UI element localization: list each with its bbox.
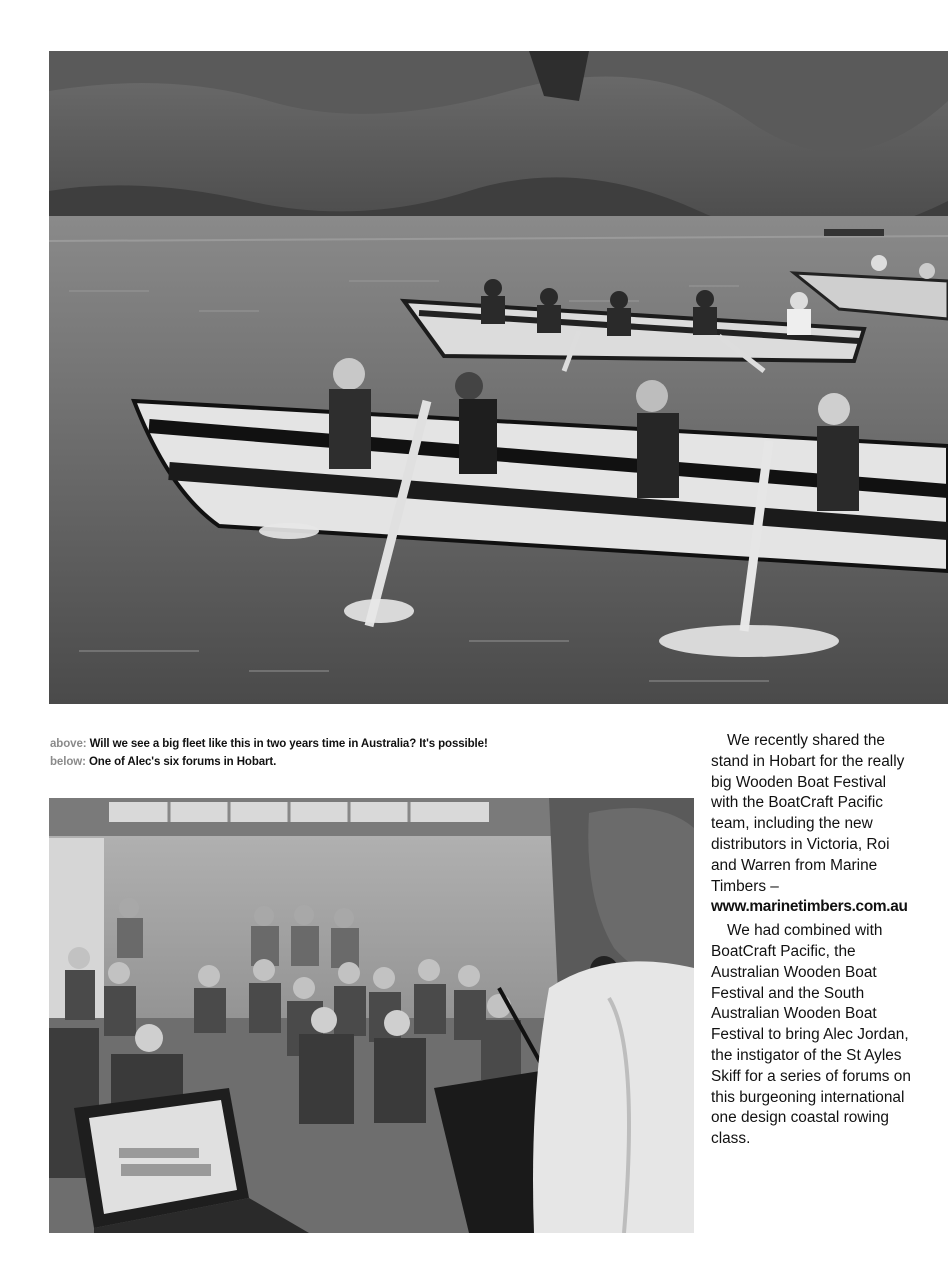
article-paragraph-2: We had combined with BoatCraft Pacific, the Australian Wooden Boat Festival and the South Australian Wooden Boat Festival to bring Alec Jordan, the instigator of the St Ayles Skiff for a series of forums on this burgeoning international one design coastal rowing class. [711, 922, 911, 1148]
article-paragraph-1-text: We recently shared the stand in Hobart for the really big Wooden Boat Festival with the BoatCraft Pacific team, including the new distributors in Victoria, Roi and Warren from Marine Timbers – [711, 732, 905, 895]
forum-audience-photo [49, 798, 694, 1233]
photo-captions [50, 735, 690, 771]
rowing-skiffs-illustration [49, 51, 948, 704]
marine-timbers-link[interactable]: www.marinetimbers.com.au [711, 898, 908, 916]
article-column [711, 731, 911, 1153]
article-paragraph-1 [711, 731, 911, 918]
rowing-skiffs-photo [49, 51, 948, 704]
forum-audience-illustration [49, 798, 694, 1233]
caption-below-tag: below: [50, 756, 86, 768]
caption-above [50, 735, 690, 753]
caption-above-text: Will we see a big fleet like this in two years time in Australia? It's possible! [89, 738, 488, 750]
caption-below [50, 753, 690, 771]
caption-below-text: One of Alec's six forums in Hobart. [88, 756, 277, 768]
caption-above-tag: above: [50, 738, 87, 750]
